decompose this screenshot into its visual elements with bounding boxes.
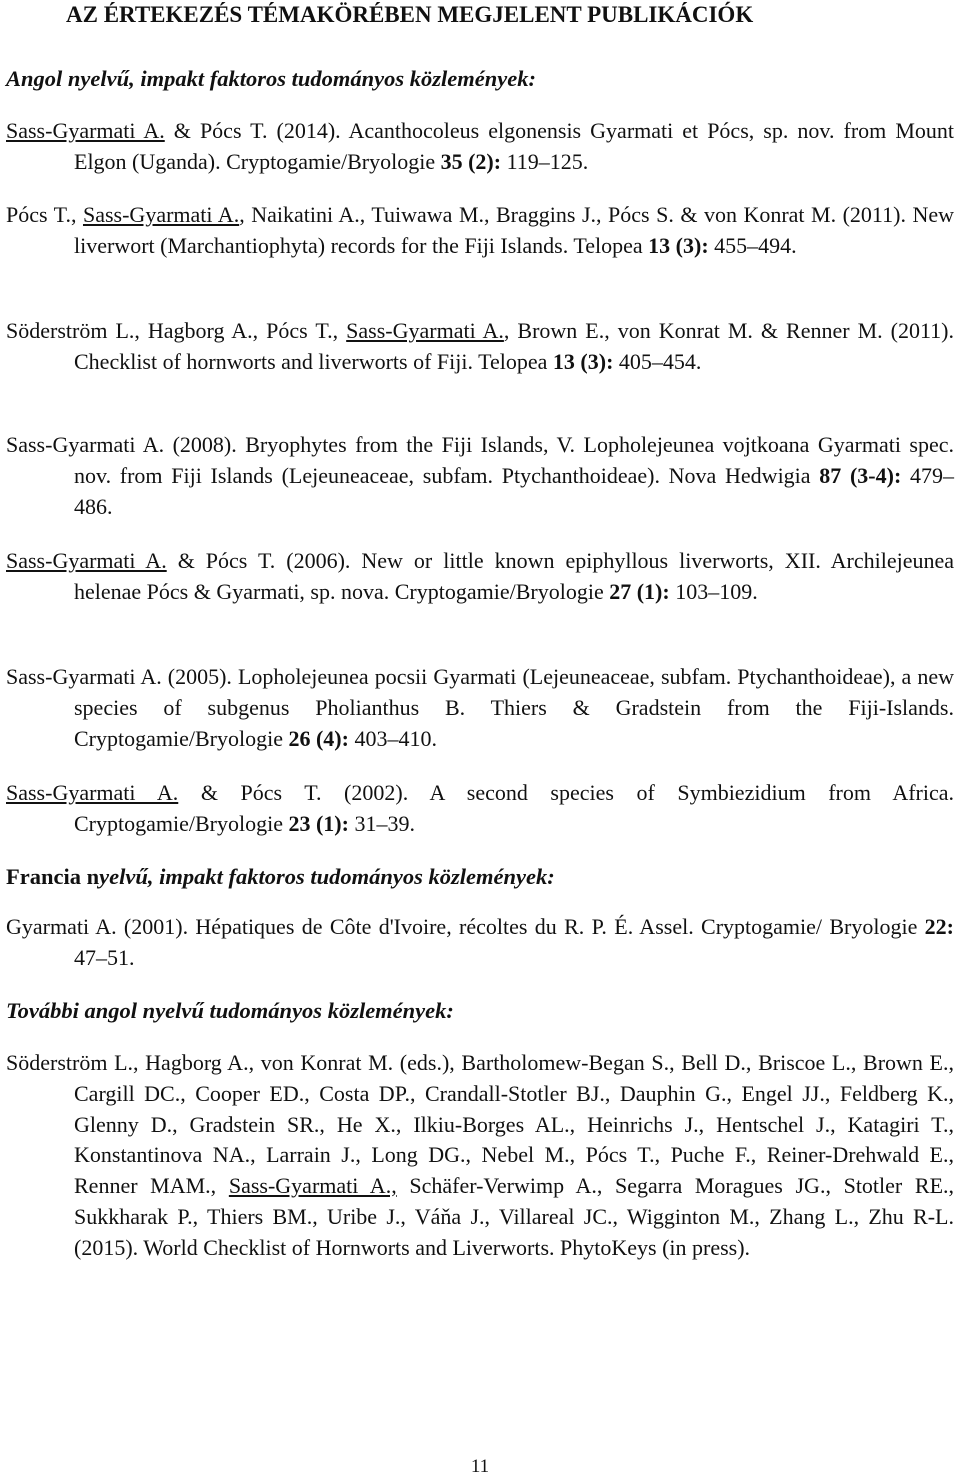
publication-entry (6, 316, 954, 378)
entry-text: & Pócs T. (2006). New or little known epiphyllous liverworts, XII. Archilejeunea helenae Pócs & Gyarmati, sp. nova. Cryptogamie/Bryologie (74, 548, 954, 604)
entry-authors: Söderström L., Hagborg A., Pócs T., (6, 318, 347, 343)
entry-text: & Pócs T. (2002). A second species of Symbiezidium from Africa. Cryptogamie/Bryologie (74, 780, 955, 836)
volume: 22: (924, 914, 954, 939)
pages: 103–109. (669, 578, 758, 604)
volume: 87 (3-4): (819, 462, 902, 488)
entry-text: & Pócs T. (2014). Acanthocoleus elgonensis Gyarmati et Pócs, sp. nov. from Mount Elgon (Uganda). Cryptogamie/Bryologie (74, 118, 954, 174)
section-heading-french-impact (6, 862, 555, 892)
author-highlight: Sass-Gyarmati A. (6, 548, 167, 573)
heading-part: Francia n (6, 864, 100, 889)
pages: 47–51. (74, 944, 135, 970)
entry-text: Gyarmati A. (2001). Hépatiques de Côte d'Ivoire, récoltes du R. P. É. Assel. Cryptogamie/ Bryologie (6, 914, 925, 939)
volume: 35 (2): (440, 148, 502, 174)
pages: 119–125. (501, 148, 589, 174)
publication-entry (6, 546, 954, 608)
author-highlight: Sass-Gyarmati A. (6, 780, 179, 805)
publication-entry (6, 1048, 954, 1264)
pages: 403–410. (348, 725, 437, 751)
publication-entry (6, 116, 954, 178)
volume: 13 (3): (552, 348, 614, 374)
author-highlight: Sass-Gyarmati A. (82, 202, 240, 227)
entry-text: Sass-Gyarmati A. (2005). Lopholejeunea pocsii Gyarmati (Lejeuneaceae, subfam. Ptychanthoideae), a new species of subgenus Pholianthus B. Thiers & Gradstein from the Fiji-Islands. Cryptogamie/Bryologie (6, 664, 954, 751)
publication-entry (6, 430, 954, 522)
author-highlight: Sass-Gyarmati A. (6, 118, 165, 143)
publication-entry (6, 912, 954, 974)
publication-entry (6, 662, 954, 754)
section-heading-other-english: További angol nyelvű tudományos közlemények: (6, 998, 454, 1023)
pages: 479–486. (74, 462, 954, 519)
publication-entry (6, 200, 954, 262)
entry-authors: Söderström L., Hagborg A., von Konrat M. (eds.), Bartholomew-Began S., Bell D., Briscoe L., Brown E., Cargill DC., Cooper ED., Costa DP., Crandall-Stotler BJ., Dauphin G., Engel JJ., Feldberg K., Glenny D., Gradstein SR., He X., Ilkiu-Borges AL., Heinrichs J., Hentschel J., Katagiri T., Konstantinova NA., Larrain J., Long DG., Nebel M., Pócs T., Puche F., Reiner-Drehwald E., Renner MAM., (6, 1050, 954, 1199)
author-highlight: Sass-Gyarmati A. (346, 318, 504, 343)
volume: 23 (1): (288, 810, 349, 836)
publication-entry (6, 778, 954, 840)
entry-text: Schäfer-Verwimp A., Segarra Moragues JG., Stotler RE., Sukkharak P., Thiers BM., Uribe J., Váňa J., Villareal JC., Wigginton M., Zhang L., Zhu R-L. (2015). World Checklist of Hornworts and Liverworts. PhytoKeys (in press). (74, 1173, 955, 1260)
page-number: 11 (470, 1456, 490, 1477)
entry-authors: Pócs T., (6, 202, 83, 227)
pages: 455–494. (708, 232, 797, 258)
author-highlight: Sass-Gyarmati A., (228, 1173, 397, 1199)
volume: 13 (3): (648, 232, 709, 258)
volume: 26 (4): (288, 725, 349, 751)
pages: 405–454. (613, 348, 702, 374)
volume: 27 (1): (609, 578, 670, 604)
page-title: AZ ÉRTEKEZÉS TÉMAKÖRÉBEN MEGJELENT PUBLIKÁCIÓK (66, 2, 754, 27)
entry-text: Sass-Gyarmati A. (2008). Bryophytes from the Fiji Islands, V. Lopholejeunea vojtkoana Gyarmati spec. nov. from Fiji Islands (Lejeuneaceae, subfam. Ptychanthoideae). Nova Hedwigia (6, 432, 954, 488)
entry-text: , Brown E., von Konrat M. & Renner M. (2011). Checklist of hornworts and liverworts of Fiji. Telopea (74, 318, 954, 374)
pages: 31–39. (348, 810, 415, 836)
heading-part: yelvű, impakt faktoros tudományos közlemények: (99, 864, 555, 889)
section-heading-english-impact: Angol nyelvű, impakt faktoros tudományos közlemények: (6, 66, 537, 91)
entry-text: , Naikatini A., Tuiwawa M., Braggins J., Pócs S. & von Konrat M. (2011). New liverwort (Marchantiophyta) records for the Fiji Islands. Telopea (74, 202, 954, 258)
